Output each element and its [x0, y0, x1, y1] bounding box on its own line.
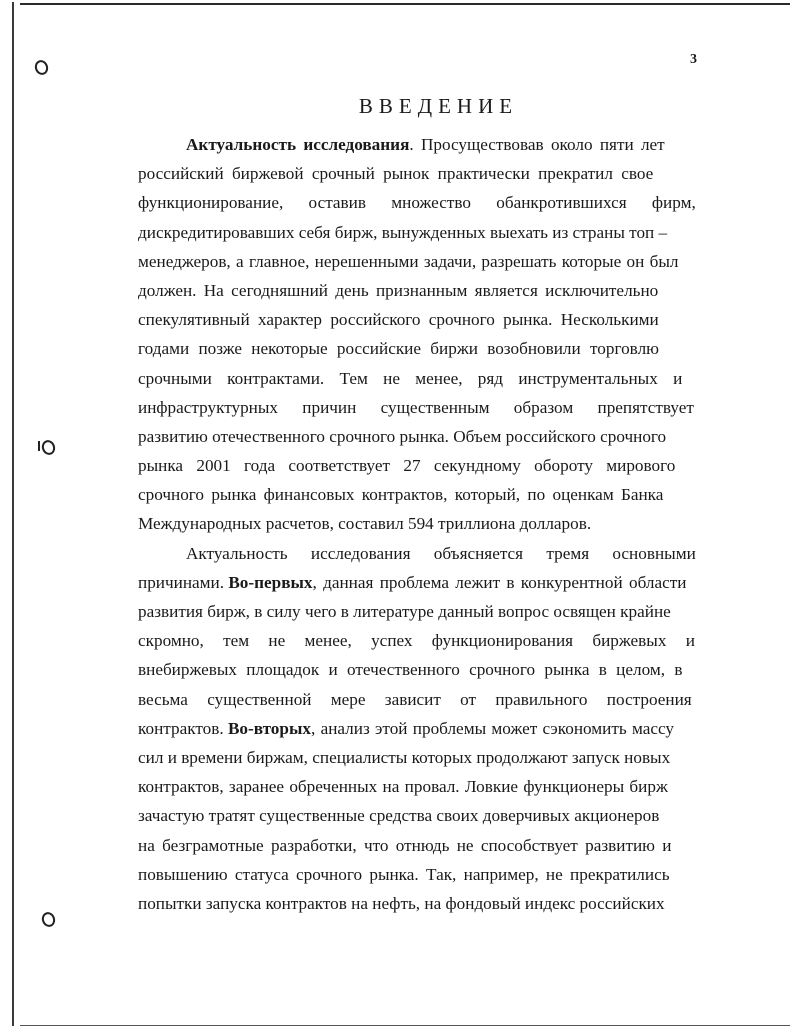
text-fragment: . Просуществовав около пяти лет — [409, 135, 665, 154]
text-line: причинами. Во-первых , данная проблема лежит в конкурентной области — [138, 568, 696, 597]
body-text — [138, 130, 696, 918]
text-line — [138, 130, 696, 159]
text-line: российский биржевой срочный рынок практически прекратил свое — [138, 164, 654, 184]
text-line: Международных расчетов, составил 594 триллиона долларов. — [138, 514, 592, 534]
punch-hole-icon — [33, 58, 50, 77]
text-line: рынка 2001 года соответствует 27 секундному обороту мирового — [138, 456, 676, 476]
text-line: на безграмотные разработки, что отнюдь не способствует развитию и — [138, 835, 672, 855]
punch-hole-mark — [38, 441, 40, 451]
text-line: должен. На сегодняшний день признанным является исключительно — [138, 280, 659, 300]
text-line: зачастую тратят существенные средства своих доверчивых акционеров — [138, 806, 660, 826]
text-line: функционирование, оставив множество обанкротившихся фирм, — [138, 193, 696, 213]
text-line: попытки запуска контрактов на нефть, на фондовый индекс российских — [138, 893, 665, 913]
scan-edge-bottom — [20, 1025, 790, 1026]
bold-lead: Во-первых — [228, 572, 313, 592]
punch-hole-icon — [40, 910, 57, 929]
text-line: менеджеров, а главное, нерешенными задачи, разрешать которые он был — [138, 251, 679, 271]
text-line: повышению статуса срочного рынка. Так, например, не прекратились — [138, 864, 670, 884]
page-number: 3 — [690, 52, 697, 67]
text-line: сил и времени биржам, специалисты которых продолжают запуск новых — [138, 747, 671, 767]
text-line: внебиржевых площадок и отечественного срочного рынка в целом, в — [138, 660, 683, 680]
text-line: весьма существенной мере зависит от правильного построения — [138, 689, 692, 709]
text-line: развитию отечественного срочного рынка. Объем российского срочного — [138, 426, 667, 446]
bold-lead: Во-вторых — [227, 718, 311, 738]
text-line: срочными контрактами. Тем не менее, ряд инструментальных и — [138, 368, 683, 388]
scan-edge-top — [20, 3, 790, 5]
text-line: контрактов. Во-вторых , анализ этой проблемы может сэкономить массу — [138, 714, 696, 743]
text-line: спекулятивный характер российского срочного рынка. Несколькими — [138, 310, 659, 330]
text-line: срочного рынка финансовых контрактов, который, по оценкам Банка — [138, 485, 664, 505]
page-title: ВВЕДЕНИЕ — [358, 94, 519, 118]
text-line: скромно, тем не менее, успех функционирования биржевых и — [138, 631, 695, 651]
punch-hole-icon — [40, 438, 57, 457]
text-line: развития бирж, в силу чего в литературе данный вопрос освящен крайне — [138, 602, 671, 621]
bold-lead: Актуальность исследования — [186, 135, 410, 154]
scan-edge-left — [12, 2, 14, 1026]
text-line: Актуальность исследования объясняется тремя основными — [186, 543, 696, 563]
text-line: инфраструктурных причин существенным образом препятствует — [138, 397, 694, 417]
text-line: контрактов, заранее обреченных на провал. Ловкие функционеры бирж — [138, 777, 668, 797]
text-line: дискредитировавших себя бирж, вынужденных выехать из страны топ – — [138, 222, 668, 242]
text-line: годами позже некоторые российские биржи возобновили торговлю — [138, 339, 659, 359]
